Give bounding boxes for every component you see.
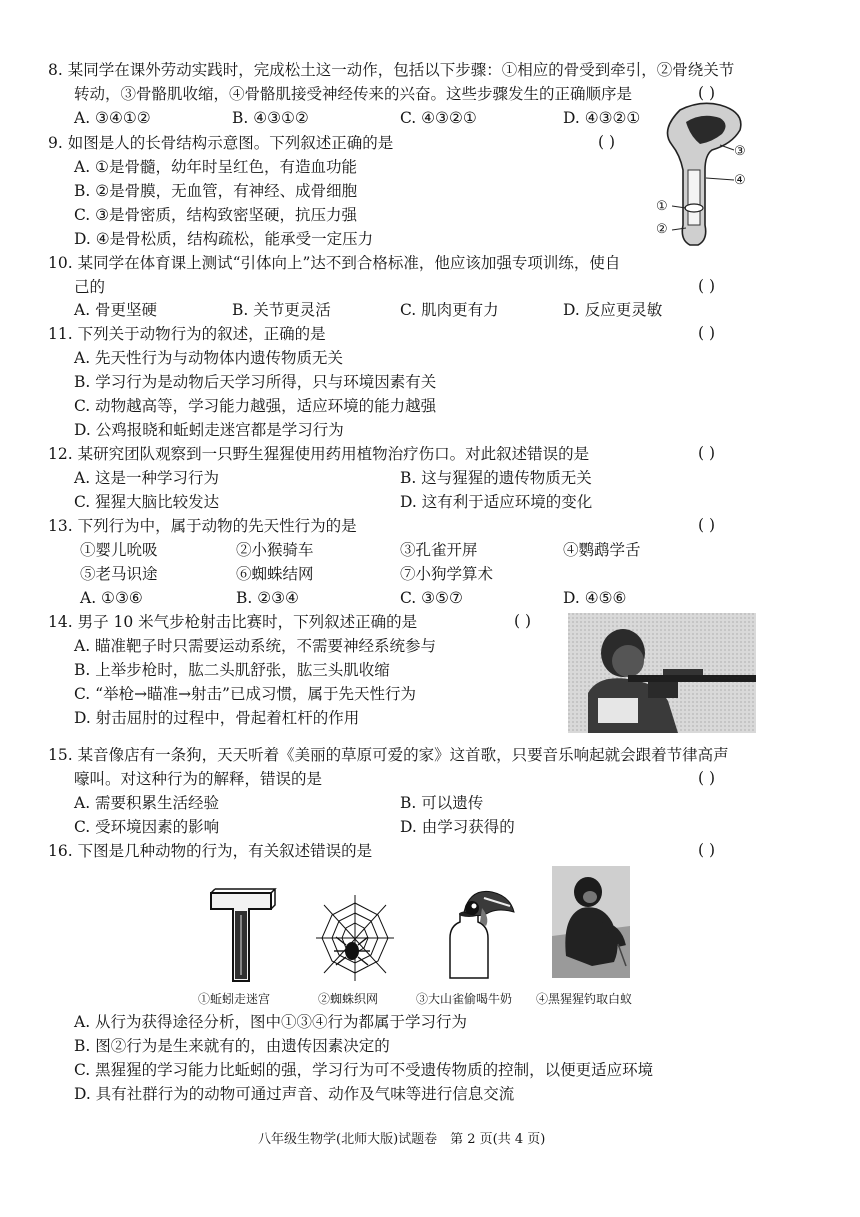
- q10-stem-line1: 10. 某同学在体育课上测试“引体向上”达不到合格标准，他应该加强专项训练，使自: [48, 254, 621, 272]
- q15-stem-line2: 嚎叫。对这种行为的解释，错误的是: [74, 770, 323, 788]
- q13-item-7: ⑦小狗学算术: [400, 565, 494, 583]
- q9-option-a: A. ①是骨髓，幼年时呈红色，有造血功能: [74, 158, 357, 176]
- tit-milk-bottle-figure: [430, 878, 520, 986]
- q8-option-b: B. ④③①②: [232, 109, 309, 127]
- bone-label-1: ①: [656, 199, 668, 214]
- page-footer: 八年级生物学(北师大版)试题卷 第 2 页(共 4 页): [258, 1132, 546, 1147]
- q14-option-c: C. “举枪→瞄准→射击”已成习惯，属于先天性行为: [74, 685, 416, 703]
- figure-caption-4: ④黑猩猩钓取白蚁: [536, 992, 633, 1006]
- chimpanzee-figure: [552, 866, 630, 978]
- q10-stem-line2: 己的: [74, 278, 106, 296]
- q11-option-d: D. 公鸡报晓和蚯蚓走迷宫都是学习行为: [74, 421, 344, 439]
- q13-option-a: A. ①③⑥: [80, 589, 143, 607]
- q13-option-b: B. ②③④: [236, 589, 299, 607]
- q12-option-c: C. 猩猩大脑比较发达: [74, 493, 220, 511]
- q13-option-d: D. ④⑤⑥: [563, 589, 627, 607]
- q8-answer-paren: ( ): [698, 84, 716, 102]
- q8-option-d: D. ④③②①: [563, 109, 641, 127]
- q13-item-5: ⑤老马识途: [80, 565, 158, 583]
- q11-option-b: B. 学习行为是动物后天学习所得，只与环境因素有关: [74, 373, 437, 391]
- shooter-photo: [568, 613, 756, 733]
- q13-item-1: ①婴儿吮吸: [80, 541, 158, 559]
- q10-option-b: B. 关节更灵活: [232, 301, 331, 319]
- q8-stem-line2: 转动，③骨骼肌收缩，④骨骼肌接受神经传来的兴奋。这些步骤发生的正确顺序是: [74, 85, 633, 103]
- q12-option-b: B. 这与猩猩的遗传物质无关: [400, 469, 592, 487]
- q11-option-c: C. 动物越高等，学习能力越强，适应环境的能力越强: [74, 397, 437, 415]
- q14-option-a: A. 瞄准靶子时只需要运动系统，不需要神经系统参与: [74, 637, 437, 655]
- q15-answer-paren: ( ): [698, 769, 716, 787]
- q15-option-c: C. 受环境因素的影响: [74, 818, 220, 836]
- q13-stem: 13. 下列行为中，属于动物的先天性行为的是: [48, 517, 357, 535]
- q15-option-b: B. 可以遗传: [400, 794, 484, 812]
- q9-option-d: D. ④是骨松质，结构疏松，能承受一定压力: [74, 230, 374, 248]
- q15-option-a: A. 需要积累生活经验: [74, 794, 220, 812]
- q8-option-c: C. ④③②①: [400, 109, 477, 127]
- q13-item-6: ⑥蜘蛛结网: [236, 565, 314, 583]
- q15-option-d: D. 由学习获得的: [400, 818, 515, 836]
- q13-answer-paren: ( ): [698, 516, 716, 534]
- figure-caption-1: ①蚯蚓走迷宫: [198, 992, 271, 1006]
- q12-option-a: A. 这是一种学习行为: [74, 469, 220, 487]
- q14-option-b: B. 上举步枪时，肱二头肌舒张，肱三头肌收缩: [74, 661, 390, 679]
- q13-option-c: C. ③⑤⑦: [400, 589, 463, 607]
- q12-stem: 12. 某研究团队观察到一只野生猩猩使用药用植物治疗伤口。对此叙述错误的是: [48, 445, 590, 463]
- q11-option-a: A. 先天性行为与动物体内遗传物质无关: [74, 349, 344, 367]
- q11-stem: 11. 下列关于动物行为的叙述，正确的是: [48, 325, 326, 343]
- figure-caption-3: ③大山雀偷喝牛奶: [416, 992, 513, 1006]
- q8-option-a: A. ③④①②: [74, 109, 151, 127]
- q9-answer-paren: ( ): [598, 133, 616, 151]
- q13-item-3: ③孔雀开屏: [400, 541, 478, 559]
- q16-stem: 16. 下图是几种动物的行为，有关叙述错误的是: [48, 842, 373, 860]
- q9-stem: 9. 如图是人的长骨结构示意图。下列叙述正确的是: [48, 134, 394, 152]
- earthworm-maze-figure: [205, 885, 277, 985]
- q10-answer-paren: ( ): [698, 277, 716, 295]
- q11-answer-paren: ( ): [698, 324, 716, 342]
- q16-answer-paren: ( ): [698, 841, 716, 859]
- q9-option-c: C. ③是骨密质，结构致密坚硬，抗压力强: [74, 206, 358, 224]
- q16-option-d: D. 具有社群行为的动物可通过声音、动作及气味等进行信息交流: [74, 1085, 515, 1103]
- q10-option-c: C. 肌肉更有力: [400, 301, 499, 319]
- q13-item-4: ④鹦鹉学舌: [563, 541, 641, 559]
- q14-option-d: D. 射击屈肘的过程中，骨起着杠杆的作用: [74, 709, 360, 727]
- q16-option-c: C. 黑猩猩的学习能力比蚯蚓的强，学习行为可不受遗传物质的控制，以便更适应环境: [74, 1061, 654, 1079]
- q9-option-b: B. ②是骨膜，无血管，有神经、成骨细胞: [74, 182, 358, 200]
- q16-option-a: A. 从行为获得途径分析，图中①③④行为都属于学习行为: [74, 1013, 468, 1031]
- q12-option-d: D. 这有利于适应环境的变化: [400, 493, 593, 511]
- q14-answer-paren: ( ): [514, 612, 532, 630]
- q14-stem: 14. 男子 10 米气步枪射击比赛时，下列叙述正确的是: [48, 613, 418, 631]
- spider-web-figure: [312, 885, 398, 985]
- q10-option-a: A. 骨更坚硬: [74, 301, 158, 319]
- figure-caption-2: ②蜘蛛织网: [318, 992, 379, 1006]
- q10-option-d: D. 反应更灵敏: [563, 301, 663, 319]
- q13-item-2: ②小猴骑车: [236, 541, 314, 559]
- q16-option-b: B. 图②行为是生来就有的，由遗传因素决定的: [74, 1037, 390, 1055]
- q15-stem-line1: 15. 某音像店有一条狗，天天听着《美丽的草原可爱的家》这首歌，只要音乐响起就会跟着节律高声: [48, 746, 729, 764]
- q8-stem-line1: 8. 某同学在课外劳动实践时，完成松土这一动作，包括以下步骤：①相应的骨受到牵引，②骨绕关节: [48, 61, 735, 79]
- bone-label-4: ④: [734, 173, 746, 188]
- bone-label-3: ③: [734, 144, 746, 159]
- bone-label-2: ②: [656, 222, 668, 237]
- q12-answer-paren: ( ): [698, 444, 716, 462]
